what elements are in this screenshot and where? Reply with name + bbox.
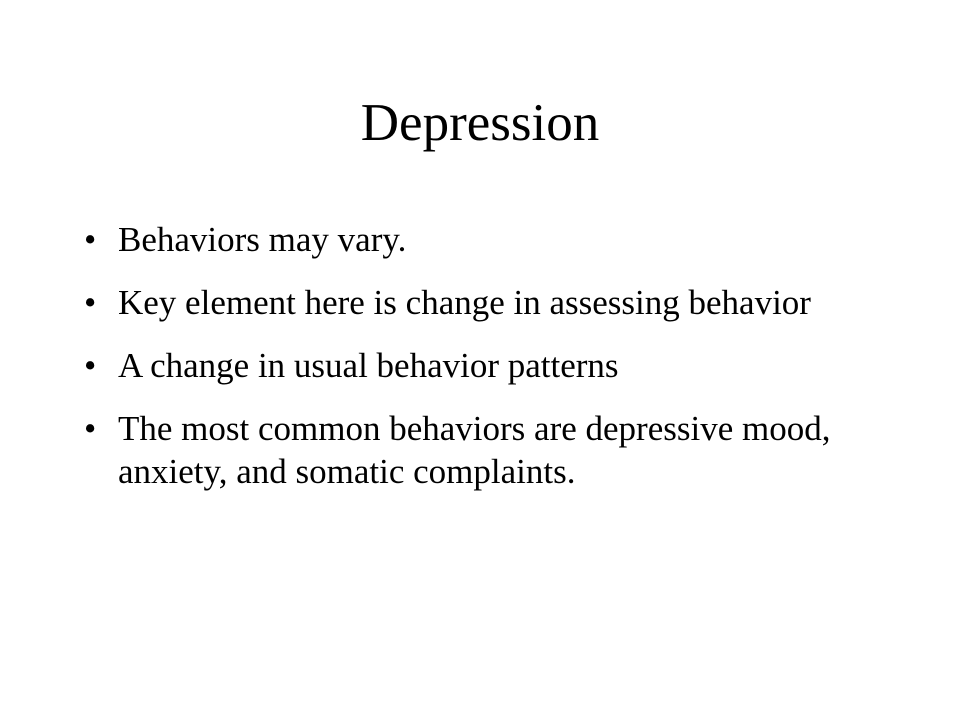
- bullet-item: [84, 281, 884, 324]
- bullet-item: [84, 344, 884, 387]
- bullet-item: [84, 218, 884, 261]
- bullet-icon: •: [84, 220, 97, 259]
- slide-title: Depression: [360, 94, 600, 152]
- bullet-text: Key element here is change in assessing behavior: [118, 283, 811, 322]
- bullet-list: [84, 218, 884, 513]
- bullet-icon: •: [84, 346, 97, 385]
- bullet-text: A change in usual behavior patterns: [118, 346, 619, 385]
- bullet-icon: •: [84, 409, 97, 448]
- bullet-text: Behaviors may vary.: [118, 220, 407, 259]
- bullet-text: The most common behaviors are depressive mood, anxiety, and somatic complaints.: [118, 409, 831, 491]
- bullet-icon: •: [84, 283, 97, 322]
- bullet-item: [84, 407, 884, 493]
